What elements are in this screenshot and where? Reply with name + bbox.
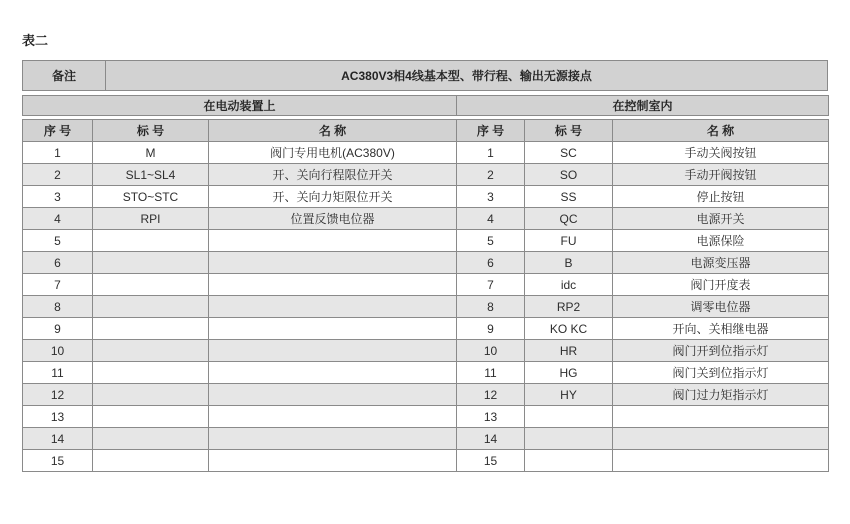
cell-right-no: 2 xyxy=(457,164,525,186)
cell-right-no: 14 xyxy=(457,428,525,450)
cell-right-name: 阀门开到位指示灯 xyxy=(613,340,829,362)
cell-right-label: HR xyxy=(525,340,613,362)
table-row xyxy=(23,428,829,450)
table-row xyxy=(23,384,829,406)
cell-left-name: 开、关向行程限位开关 xyxy=(209,164,457,186)
cell-right-name xyxy=(613,450,829,472)
table-caption: 表二 xyxy=(22,33,49,48)
cell-left-label xyxy=(93,296,209,318)
cell-left-no: 3 xyxy=(23,186,93,208)
cell-left-no: 5 xyxy=(23,230,93,252)
cell-left-label xyxy=(93,406,209,428)
cell-right-name: 调零电位器 xyxy=(613,296,829,318)
cell-right-no: 13 xyxy=(457,406,525,428)
cell-left-no: 10 xyxy=(23,340,93,362)
cell-right-no: 5 xyxy=(457,230,525,252)
cell-left-name: 位置反馈电位器 xyxy=(209,208,457,230)
cell-left-no: 6 xyxy=(23,252,93,274)
cell-left-no: 7 xyxy=(23,274,93,296)
table-row xyxy=(23,406,829,428)
cell-right-no: 9 xyxy=(457,318,525,340)
cell-right-name xyxy=(613,428,829,450)
cell-left-no: 11 xyxy=(23,362,93,384)
table-row xyxy=(23,252,829,274)
cell-left-name xyxy=(209,252,457,274)
table-row xyxy=(23,340,829,362)
cell-right-name: 停止按钮 xyxy=(613,186,829,208)
remark-table xyxy=(22,60,828,91)
cell-right-no: 15 xyxy=(457,450,525,472)
cell-right-label: QC xyxy=(525,208,613,230)
col-header-left-label: 标 号 xyxy=(93,120,209,142)
col-header-left-no: 序 号 xyxy=(23,120,93,142)
cell-left-no: 2 xyxy=(23,164,93,186)
cell-left-no: 4 xyxy=(23,208,93,230)
cell-right-label: HY xyxy=(525,384,613,406)
cell-left-name xyxy=(209,428,457,450)
cell-right-name: 手动开阀按钮 xyxy=(613,164,829,186)
cell-right-name: 电源变压器 xyxy=(613,252,829,274)
cell-right-name: 阀门关到位指示灯 xyxy=(613,362,829,384)
table-row xyxy=(23,362,829,384)
cell-right-label: FU xyxy=(525,230,613,252)
remark-row xyxy=(23,61,828,91)
cell-left-name: 开、关向力矩限位开关 xyxy=(209,186,457,208)
cell-left-no: 14 xyxy=(23,428,93,450)
cell-left-label xyxy=(93,252,209,274)
section-title-on-actuator: 在电动装置上 xyxy=(23,96,457,116)
col-header-right-label: 标 号 xyxy=(525,120,613,142)
table-row xyxy=(23,230,829,252)
col-header-right-name: 名 称 xyxy=(613,120,829,142)
table-row xyxy=(23,164,829,186)
cell-right-no: 4 xyxy=(457,208,525,230)
table-row xyxy=(23,186,829,208)
cell-left-no: 12 xyxy=(23,384,93,406)
cell-right-label xyxy=(525,406,613,428)
cell-left-no: 13 xyxy=(23,406,93,428)
cell-left-label xyxy=(93,340,209,362)
cell-left-no: 15 xyxy=(23,450,93,472)
cell-right-no: 7 xyxy=(457,274,525,296)
section-header-row xyxy=(23,96,829,116)
cell-right-no: 11 xyxy=(457,362,525,384)
cell-right-label: B xyxy=(525,252,613,274)
cell-right-label: SC xyxy=(525,142,613,164)
cell-left-label xyxy=(93,318,209,340)
cell-left-no: 1 xyxy=(23,142,93,164)
cell-left-no: 9 xyxy=(23,318,93,340)
cell-right-no: 1 xyxy=(457,142,525,164)
cell-right-no: 12 xyxy=(457,384,525,406)
cell-left-name xyxy=(209,230,457,252)
cell-left-label xyxy=(93,274,209,296)
cell-right-label: RP2 xyxy=(525,296,613,318)
cell-left-label xyxy=(93,384,209,406)
cell-left-name xyxy=(209,406,457,428)
cell-left-label xyxy=(93,450,209,472)
parts-table xyxy=(22,119,829,472)
cell-right-no: 10 xyxy=(457,340,525,362)
cell-left-label xyxy=(93,428,209,450)
cell-left-name xyxy=(209,340,457,362)
cell-right-no: 8 xyxy=(457,296,525,318)
cell-right-no: 3 xyxy=(457,186,525,208)
cell-left-label: RPI xyxy=(93,208,209,230)
section-title-in-control-room: 在控制室内 xyxy=(457,96,829,116)
col-header-left-name: 名 称 xyxy=(209,120,457,142)
section-header-band xyxy=(22,95,829,116)
cell-left-name xyxy=(209,450,457,472)
cell-right-label xyxy=(525,428,613,450)
cell-left-name xyxy=(209,274,457,296)
remark-label-cell: 备注 xyxy=(23,61,106,91)
table-row xyxy=(23,142,829,164)
table-body xyxy=(23,142,829,472)
cell-left-label xyxy=(93,230,209,252)
col-header-right-no: 序 号 xyxy=(457,120,525,142)
cell-right-label xyxy=(525,450,613,472)
cell-right-no: 6 xyxy=(457,252,525,274)
cell-right-name xyxy=(613,406,829,428)
table-row xyxy=(23,208,829,230)
cell-left-name xyxy=(209,296,457,318)
cell-left-name: 阀门专用电机(AC380V) xyxy=(209,142,457,164)
cell-right-name: 电源保险 xyxy=(613,230,829,252)
cell-left-label: M xyxy=(93,142,209,164)
cell-left-name xyxy=(209,362,457,384)
column-header-row xyxy=(23,120,829,142)
table-row xyxy=(23,274,829,296)
remark-value-cell: AC380V3相4线基本型、带行程、输出无源接点 xyxy=(106,61,828,91)
cell-right-label: SO xyxy=(525,164,613,186)
cell-right-label: SS xyxy=(525,186,613,208)
cell-right-label: idc xyxy=(525,274,613,296)
cell-left-name xyxy=(209,318,457,340)
cell-left-label: SL1~SL4 xyxy=(93,164,209,186)
cell-right-label: KO KC xyxy=(525,318,613,340)
cell-right-label: HG xyxy=(525,362,613,384)
cell-right-name: 开向、关相继电器 xyxy=(613,318,829,340)
table-row xyxy=(23,318,829,340)
cell-left-label xyxy=(93,362,209,384)
cell-right-name: 手动关阀按钮 xyxy=(613,142,829,164)
table-row xyxy=(23,450,829,472)
cell-left-name xyxy=(209,384,457,406)
cell-left-no: 8 xyxy=(23,296,93,318)
cell-right-name: 阀门开度表 xyxy=(613,274,829,296)
cell-right-name: 阀门过力矩指示灯 xyxy=(613,384,829,406)
cell-left-label: STO~STC xyxy=(93,186,209,208)
cell-right-name: 电源开关 xyxy=(613,208,829,230)
table-row xyxy=(23,296,829,318)
